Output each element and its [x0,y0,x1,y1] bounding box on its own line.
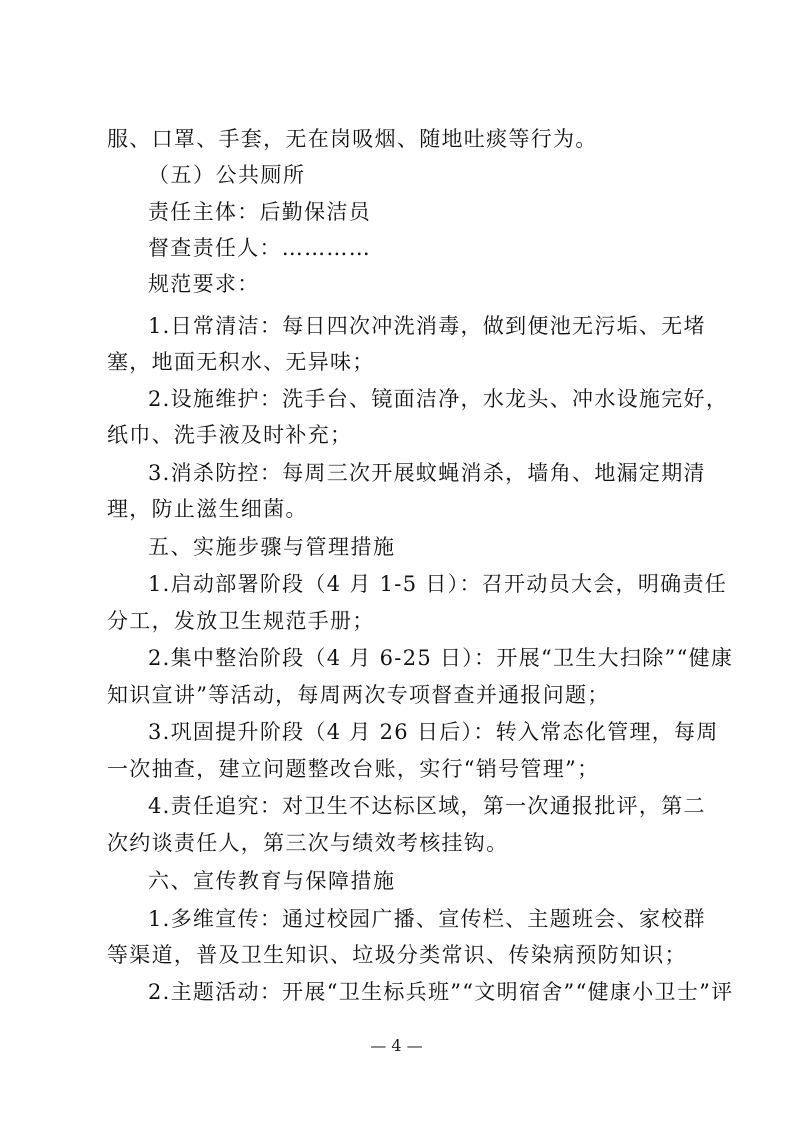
section-subheading: （五）公共厕所 [148,163,306,187]
body-text-line: 2.设施维护：洗手台、镜面洁净，水龙头、冲水设施完好， [148,387,729,411]
body-text-line: 督查责任人：………… [148,236,371,260]
body-text-line: 3.巩固提升阶段（4 月 26 日后）：转入常态化管理，每周 [148,720,719,744]
body-text-line: 次约谈责任人，第三次与绩效考核挂钩。 [107,831,509,855]
section-heading: 六、宣传教育与保障措施 [148,869,396,893]
body-text-line: 一次抽查，建立问题整改台账，实行“销号管理”； [107,757,600,781]
body-text-line: 2.主题活动：开展“卫生标兵班”“文明宿舍”“健康小卫士”评 [148,980,734,1004]
body-text-line: 塞，地面无积水、无异味； [107,350,375,374]
body-text-line: 等渠道，普及卫生知识、垃圾分类常识、传染病预防知识； [107,943,687,967]
section-heading: 五、实施步骤与管理措施 [148,535,396,559]
body-text-line: 服、口罩、手套，无在岗吸烟、随地吐痰等行为。 [107,127,598,151]
body-text-line: 理，防止滋生细菌。 [107,497,308,521]
body-text-line: 规范要求： [148,272,260,296]
body-text-line: 3.消杀防控：每周三次开展蚊蝇消杀，墙角、地漏定期清 [148,461,706,485]
body-text-line: 责任主体：后勤保洁员 [148,200,371,224]
body-text-line: 知识宣讲”等活动，每周两次专项督查并通报问题； [107,683,610,707]
body-text-line: 分工，发放卫生规范手册； [107,609,375,633]
body-text-line: 1.日常清洁：每日四次冲洗消毒，做到便池无污垢、无堵 [148,314,706,338]
body-text-line: 纸巾、洗手液及时补充； [107,423,353,447]
page-number: — 4 — [370,1036,423,1055]
body-text-line: 1.多维宣传：通过校园广播、宣传栏、主题班会、家校群 [148,907,706,931]
body-text-line: 1.启动部署阶段（4 月 1-5 日）：召开动员大会，明确责任 [148,572,728,596]
body-text-line: 4.责任追究：对卫生不达标区域，第一次通报批评，第二 [148,794,706,818]
body-text-line: 2.集中整治阶段（4 月 6-25 日）：开展“卫生大扫除”“健康 [148,646,734,670]
